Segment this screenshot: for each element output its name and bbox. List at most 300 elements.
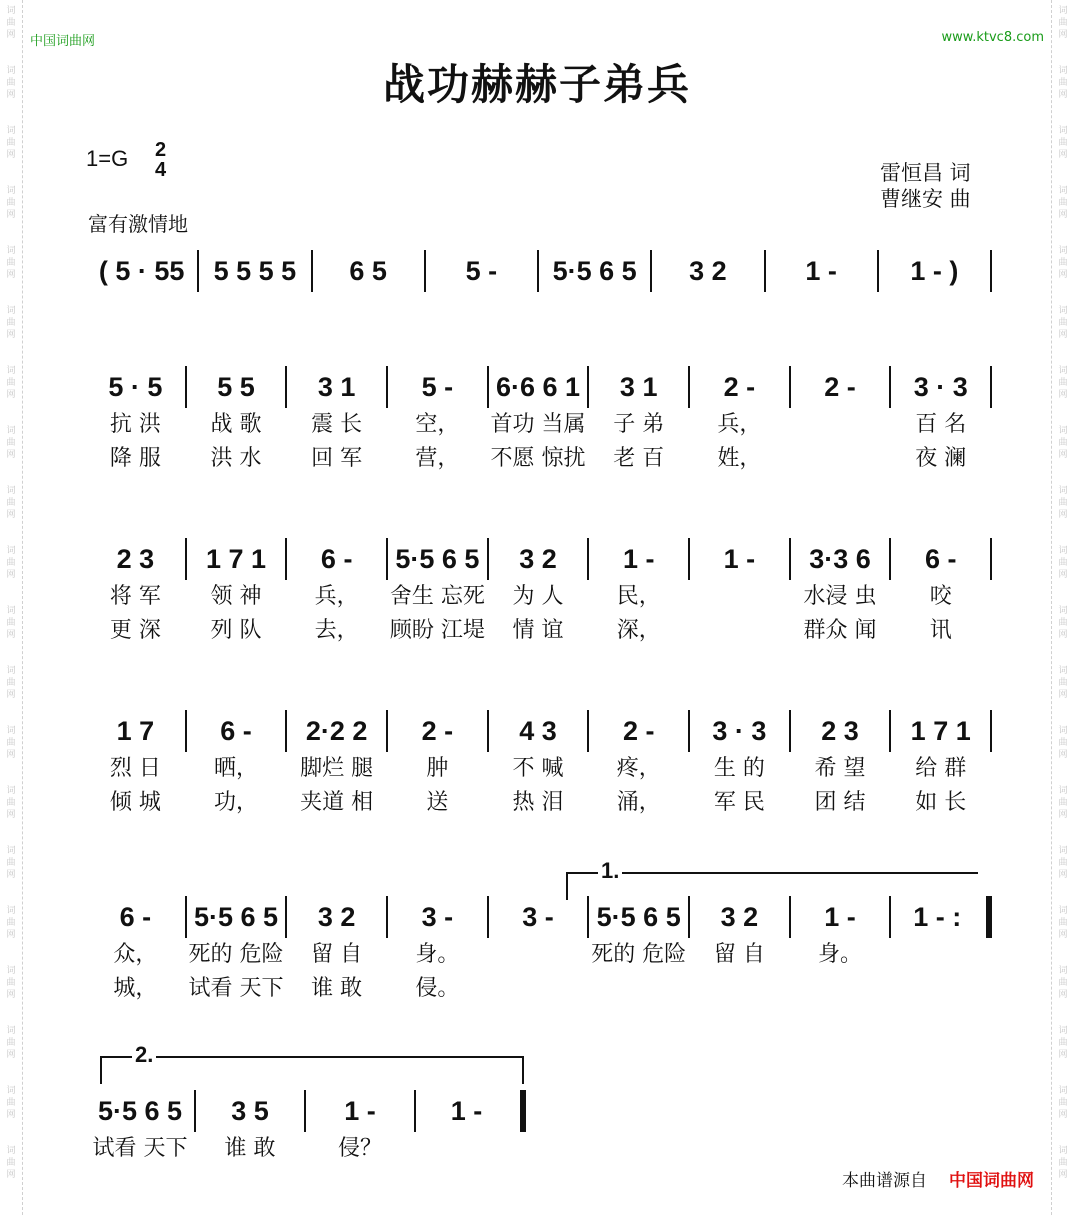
measure <box>891 538 992 648</box>
measure-notes: 3 1 <box>317 372 356 402</box>
watermark-glyph: 网 <box>1058 750 1068 760</box>
measure <box>86 250 199 292</box>
measure <box>388 366 489 476</box>
measure-notes: 1 - <box>723 544 756 574</box>
watermark-glyph: 网 <box>1058 450 1068 460</box>
watermark-glyph: 词 <box>1058 66 1068 76</box>
measure <box>539 250 652 292</box>
watermark-glyph: 网 <box>1058 1050 1068 1060</box>
lyric-verse-2: 情 谊 <box>512 618 564 643</box>
measure <box>766 250 879 292</box>
watermark-glyph: 曲 <box>1058 258 1068 268</box>
score-system <box>86 538 992 648</box>
measure-notes: 6 - <box>220 716 252 746</box>
measure <box>489 896 590 1006</box>
measure <box>589 366 690 476</box>
watermark-glyph: 曲 <box>6 318 16 328</box>
watermark-glyph: 曲 <box>1058 1158 1068 1168</box>
measure <box>489 366 590 476</box>
watermark-glyph: 词 <box>1058 486 1068 496</box>
watermark-glyph: 网 <box>6 450 16 460</box>
measure <box>313 250 426 292</box>
lyric-verse-1: 留 自 <box>311 942 363 967</box>
watermark-glyph: 网 <box>6 510 16 520</box>
measure-notes: 2 - <box>824 372 856 402</box>
lyric-verse-2: 洪 水 <box>210 446 262 471</box>
lyric-verse-1: 谁 敢 <box>224 1136 276 1161</box>
meter-top: 2 <box>155 139 167 161</box>
measure <box>86 710 187 820</box>
watermark-glyph: 网 <box>6 990 16 1000</box>
lyric-verse-2: 降 服 <box>109 446 161 471</box>
watermark-glyph: 词 <box>6 246 16 256</box>
lyric-verse-2: 军 民 <box>713 790 765 815</box>
measure <box>891 710 992 820</box>
measure <box>690 538 791 648</box>
lyric-verse-2: 夜 澜 <box>915 446 967 471</box>
measure <box>196 1090 306 1166</box>
watermark-glyph: 网 <box>1058 330 1068 340</box>
watermark-glyph: 网 <box>1058 150 1068 160</box>
lyric-verse-1: 死的 危险 <box>591 942 687 967</box>
lyric-verse-2 <box>891 972 983 1006</box>
lyric-verse-1: 不 喊 <box>512 756 564 781</box>
watermark-glyph: 曲 <box>6 1098 16 1108</box>
measure <box>86 1090 196 1166</box>
watermark-glyph: 曲 <box>1058 858 1068 868</box>
watermark-glyph: 词 <box>1058 546 1068 556</box>
watermark-glyph: 曲 <box>1058 78 1068 88</box>
measure <box>86 538 187 648</box>
measure-notes: 5 · 5 <box>108 372 163 402</box>
watermark-glyph: 曲 <box>6 498 16 508</box>
measure-notes: 1 - <box>622 544 655 574</box>
watermark-glyph: 词 <box>6 546 16 556</box>
barline <box>990 710 992 752</box>
score-system <box>86 250 992 292</box>
footer-source <box>842 1166 1034 1191</box>
watermark-glyph: 曲 <box>6 1038 16 1048</box>
lyric-verse-1: 留 自 <box>713 942 765 967</box>
watermark-glyph: 词 <box>6 1146 16 1156</box>
watermark-glyph: 曲 <box>1058 918 1068 928</box>
measure-notes: 5 - <box>421 372 454 402</box>
measure <box>791 710 892 820</box>
measure-notes: 3 2 <box>720 902 759 932</box>
lyric-verse-2 <box>489 972 588 1006</box>
composer: 曹继安 曲 <box>880 187 971 211</box>
lyric-verse-1: 民， <box>616 584 661 609</box>
watermark-glyph: 网 <box>6 750 16 760</box>
watermark-glyph: 网 <box>6 210 16 220</box>
watermark-glyph: 词 <box>1058 6 1068 16</box>
time-signature <box>155 140 166 180</box>
measure-notes: 1 7 1 <box>205 544 267 574</box>
lyric-verse-2: 热 泪 <box>512 790 564 815</box>
lyric-verse-1: 身。 <box>415 942 460 967</box>
lyric-verse-1 <box>416 1132 517 1166</box>
measure-notes: 3 · 3 <box>712 716 767 746</box>
watermark-glyph: 词 <box>6 486 16 496</box>
lyric-verse-1: 试看 天下 <box>92 1136 188 1161</box>
barline <box>520 1090 526 1132</box>
watermark-glyph: 词 <box>1058 666 1068 676</box>
watermark-glyph: 词 <box>1058 366 1068 376</box>
watermark-glyph: 网 <box>6 270 16 280</box>
lyric-verse-1: 领 神 <box>210 584 262 609</box>
lyric-verse-2 <box>589 972 688 1006</box>
measure <box>86 366 187 476</box>
measure <box>388 710 489 820</box>
measure-notes: 2 - <box>723 372 756 402</box>
lyric-verse-2: 侵。 <box>415 976 460 1001</box>
meter-bottom: 4 <box>155 159 167 181</box>
watermark-glyph: 词 <box>1058 186 1068 196</box>
measure <box>891 366 992 476</box>
lyric-verse-2: 去， <box>314 618 359 643</box>
lyric-verse-2: 不愿 惊扰 <box>490 446 586 471</box>
measure-notes: 1 - : <box>913 902 962 932</box>
measure-notes: 5·5 6 5 <box>395 544 480 574</box>
watermark-glyph: 词 <box>1058 966 1068 976</box>
measure <box>891 896 992 1006</box>
measure-notes: 5·5 6 5 <box>596 902 681 932</box>
footer-site-link[interactable]: 中国词曲网 <box>949 1171 1034 1191</box>
watermark-glyph: 网 <box>6 570 16 580</box>
watermark-glyph: 网 <box>6 330 16 340</box>
watermark-glyph: 词 <box>1058 906 1068 916</box>
measure-notes: 2 3 <box>116 544 155 574</box>
watermark-glyph: 词 <box>6 1026 16 1036</box>
lyric-verse-1 <box>891 938 983 972</box>
watermark-glyph: 网 <box>6 810 16 820</box>
measure-notes: 6 - <box>924 544 957 574</box>
measure <box>287 366 388 476</box>
key-signature: 1=G <box>86 146 129 171</box>
watermark-glyph: 词 <box>6 666 16 676</box>
measure <box>791 896 892 1006</box>
lyric-verse-2: 群众 闻 <box>803 618 877 643</box>
watermark-glyph: 网 <box>6 1110 16 1120</box>
measure <box>879 250 992 292</box>
watermark-glyph: 网 <box>1058 570 1068 580</box>
watermark-glyph: 网 <box>1058 870 1068 880</box>
lyric-verse-1: 兵， <box>314 584 359 609</box>
lyric-verse-1: 肿 <box>426 756 449 781</box>
watermark-glyph: 词 <box>6 726 16 736</box>
measure-notes: 5·5 6 5 <box>552 256 637 286</box>
measure <box>791 538 892 648</box>
watermark-glyph: 网 <box>6 1170 16 1180</box>
watermark-glyph: 词 <box>1058 1146 1068 1156</box>
lyric-verse-2: 顾盼 江堤 <box>389 618 485 643</box>
lyric-verse-1: 咬 <box>929 584 952 609</box>
lyric-verse-1: 疼， <box>616 756 661 781</box>
watermark-glyph: 网 <box>1058 510 1068 520</box>
measure <box>690 710 791 820</box>
watermark-glyph: 词 <box>6 606 16 616</box>
measure-notes: 3 - <box>421 902 454 932</box>
lyric-verse-2: 试看 天下 <box>188 976 284 1001</box>
measure-notes: 4 3 <box>519 716 557 746</box>
watermark-glyph: 词 <box>6 126 16 136</box>
watermark-glyph: 词 <box>6 6 16 16</box>
measure <box>287 710 388 820</box>
lyric-verse-2: 老 百 <box>613 446 665 471</box>
measure-notes: 3 · 3 <box>913 372 968 402</box>
lyric-verse-1: 为 人 <box>512 584 564 609</box>
watermark-glyph: 曲 <box>6 798 16 808</box>
measure-notes: 6·6 6 1 <box>495 372 581 402</box>
watermark-glyph: 曲 <box>6 258 16 268</box>
watermark-glyph: 网 <box>1058 810 1068 820</box>
watermark-glyph: 曲 <box>1058 618 1068 628</box>
watermark-glyph: 曲 <box>1058 1038 1068 1048</box>
watermark-glyph: 网 <box>6 690 16 700</box>
watermark-glyph: 网 <box>1058 270 1068 280</box>
measure <box>690 896 791 1006</box>
measure-notes: 1 - ) <box>910 256 959 286</box>
watermark-glyph: 词 <box>6 846 16 856</box>
measure <box>287 896 388 1006</box>
measure <box>187 710 288 820</box>
measure <box>187 896 288 1006</box>
watermark-glyph: 曲 <box>1058 498 1068 508</box>
watermark-glyph: 网 <box>6 630 16 640</box>
footer-text: 本曲谱源自 <box>842 1171 927 1191</box>
watermark-glyph: 曲 <box>6 138 16 148</box>
second-ending-bracket <box>100 1042 524 1084</box>
lyric-verse-2 <box>690 614 789 648</box>
lyric-verse-2 <box>791 442 890 476</box>
measure <box>690 366 791 476</box>
watermark-glyph: 网 <box>6 30 16 40</box>
watermark-glyph: 词 <box>1058 1026 1068 1036</box>
watermark-glyph: 词 <box>6 306 16 316</box>
watermark-glyph: 网 <box>1058 630 1068 640</box>
watermark-glyph: 曲 <box>6 558 16 568</box>
watermark-glyph: 词 <box>1058 786 1068 796</box>
lyric-verse-1: 空， <box>415 412 460 437</box>
lyric-verse-1: 战 歌 <box>210 412 262 437</box>
lyric-verse-1 <box>690 580 789 614</box>
score-system <box>86 710 992 820</box>
lyric-verse-1: 抗 洪 <box>109 412 161 437</box>
measure <box>589 710 690 820</box>
watermark-glyph: 网 <box>6 930 16 940</box>
measure-notes: 3 2 <box>519 544 557 574</box>
lyricist: 雷恒昌 词 <box>880 161 971 185</box>
watermark-glyph: 词 <box>1058 126 1068 136</box>
measure <box>589 896 690 1006</box>
watermark-glyph: 词 <box>6 1086 16 1096</box>
measure <box>388 538 489 648</box>
measure-notes: 2 - <box>622 716 655 746</box>
lyric-verse-1: 百 名 <box>915 412 967 437</box>
barline <box>990 366 992 408</box>
measure-notes: 6 - <box>119 902 152 932</box>
lyric-verse-2: 功， <box>214 790 259 815</box>
watermark-glyph: 网 <box>1058 930 1068 940</box>
lyric-verse-1: 生 的 <box>713 756 765 781</box>
barline <box>986 896 992 938</box>
lyric-verse-1 <box>489 938 588 972</box>
watermark-glyph: 词 <box>1058 246 1068 256</box>
watermark-glyph: 曲 <box>6 618 16 628</box>
measure-notes: 6 - <box>320 544 353 574</box>
lyric-verse-2: 回 军 <box>311 446 363 471</box>
measure <box>388 896 489 1006</box>
watermark-glyph: 网 <box>1058 990 1068 1000</box>
watermark-glyph: 曲 <box>6 438 16 448</box>
song-title: 战功赫赫子弟兵 <box>382 60 691 109</box>
watermark-glyph: 词 <box>1058 1086 1068 1096</box>
watermark-glyph: 曲 <box>6 18 16 28</box>
measure-notes: 2 3 <box>821 716 859 746</box>
watermark-glyph: 曲 <box>1058 138 1068 148</box>
lyric-verse-1: 希 望 <box>814 756 866 781</box>
lyric-verse-2 <box>690 972 789 1006</box>
watermark-glyph: 曲 <box>6 738 16 748</box>
credits <box>880 160 971 212</box>
watermark-glyph: 曲 <box>6 978 16 988</box>
measure-notes: 1 - <box>344 1096 376 1126</box>
measure-notes: 5·5 6 5 <box>97 1096 183 1126</box>
watermark-glyph: 词 <box>6 186 16 196</box>
measure-notes: 1 7 1 <box>910 716 971 746</box>
score-system <box>86 1090 526 1166</box>
measure-notes: 5 5 <box>217 372 255 402</box>
measure <box>287 538 388 648</box>
watermark-glyph: 网 <box>6 1050 16 1060</box>
measure-notes: 6 5 <box>349 256 387 286</box>
lyric-verse-2: 列 队 <box>210 618 262 643</box>
watermark-glyph: 词 <box>1058 846 1068 856</box>
tempo-marking: 富有激情地 <box>88 212 188 236</box>
watermark-glyph: 曲 <box>1058 18 1068 28</box>
lyric-verse-2: 营， <box>415 446 460 471</box>
measure <box>652 250 765 292</box>
watermark-glyph: 曲 <box>1058 558 1068 568</box>
watermark-glyph: 网 <box>1058 30 1068 40</box>
watermark-glyph: 曲 <box>6 198 16 208</box>
lyric-verse-2: 涌， <box>616 790 661 815</box>
score-system <box>86 366 992 476</box>
lyric-verse-1: 侵？ <box>337 1136 382 1161</box>
lyric-verse-1: 子 弟 <box>613 412 665 437</box>
lyric-verse-1: 众， <box>113 942 158 967</box>
measure-notes: 5 - <box>465 256 498 286</box>
lyric-verse-2: 送 <box>426 790 449 815</box>
measure-notes: 3 1 <box>619 372 658 402</box>
lyric-verse-2: 讯 <box>929 618 952 643</box>
lyric-verse-1: 晒， <box>214 756 259 781</box>
watermark-glyph: 网 <box>1058 1110 1068 1120</box>
watermark-glyph: 网 <box>1058 90 1068 100</box>
lyric-verse-1: 舍生 忘死 <box>389 584 485 609</box>
lyric-verse-1: 身。 <box>818 942 863 967</box>
watermark-glyph: 曲 <box>6 858 16 868</box>
measure-notes: 3·3 6 <box>809 544 871 574</box>
measure <box>199 250 312 292</box>
lyric-verse-1: 烈 日 <box>109 756 161 781</box>
watermark-glyph: 网 <box>6 90 16 100</box>
lyric-verse-2: 姓， <box>717 446 762 471</box>
watermark-glyph: 网 <box>1058 690 1068 700</box>
lyric-verse-2: 团 结 <box>814 790 866 815</box>
measure-notes: 1 - <box>805 256 837 286</box>
watermark-glyph: 词 <box>6 966 16 976</box>
header-right-url[interactable]: www.ktvc8.com <box>941 30 1044 45</box>
lyric-verse-2: 谁 敢 <box>311 976 363 1001</box>
watermark-glyph: 词 <box>1058 726 1068 736</box>
measure <box>306 1090 416 1166</box>
watermark-glyph: 网 <box>6 150 16 160</box>
barline <box>990 250 992 292</box>
measure <box>589 538 690 648</box>
measure-notes: 1 7 <box>116 716 155 746</box>
lyric-verse-1: 将 军 <box>109 584 161 609</box>
lyric-verse-1: 脚烂 腿 <box>300 756 374 781</box>
watermark-glyph: 曲 <box>1058 378 1068 388</box>
lyric-verse-1: 死的 危险 <box>188 942 284 967</box>
watermark-glyph: 曲 <box>1058 978 1068 988</box>
watermark-glyph: 曲 <box>1058 318 1068 328</box>
second-ending-label: 2. <box>132 1042 156 1068</box>
barline <box>990 538 992 580</box>
measure-notes: 3 2 <box>317 902 356 932</box>
watermark-glyph: 曲 <box>1058 798 1068 808</box>
lyric-verse-1 <box>791 408 890 442</box>
lyric-verse-1: 震 长 <box>311 412 363 437</box>
watermark-glyph: 网 <box>6 870 16 880</box>
lyric-verse-2: 更 深 <box>109 618 161 643</box>
measure <box>489 538 590 648</box>
watermark-glyph: 曲 <box>1058 1098 1068 1108</box>
measure-notes: 2 - <box>421 716 454 746</box>
watermark-glyph: 词 <box>6 66 16 76</box>
watermark-glyph: 曲 <box>6 678 16 688</box>
watermark-glyph: 词 <box>6 786 16 796</box>
watermark-glyph: 曲 <box>6 378 16 388</box>
header-left-site[interactable]: 中国词曲网 <box>30 34 96 49</box>
lyric-verse-2: 夹道 相 <box>300 790 374 815</box>
measure <box>187 366 288 476</box>
lyric-verse-2: 深， <box>616 618 661 643</box>
measure-notes: 1 - <box>450 1096 483 1126</box>
lyric-verse-2: 倾 城 <box>109 790 161 815</box>
watermark-glyph: 词 <box>1058 306 1068 316</box>
lyric-verse-1: 首功 当属 <box>490 412 586 437</box>
first-ending-bracket <box>566 858 978 900</box>
lyric-verse-2 <box>791 972 890 1006</box>
watermark-glyph: 词 <box>6 426 16 436</box>
watermark-glyph: 词 <box>1058 606 1068 616</box>
watermark-glyph: 词 <box>6 366 16 376</box>
watermark-glyph: 网 <box>1058 210 1068 220</box>
watermark-glyph: 网 <box>1058 1170 1068 1180</box>
measure-notes: 2·2 2 <box>305 716 368 746</box>
measure-notes: 3 2 <box>689 256 727 286</box>
measure-notes: 5 5 5 5 <box>213 256 297 286</box>
watermark-glyph: 词 <box>6 906 16 916</box>
lyric-verse-1: 给 群 <box>915 756 967 781</box>
measure <box>426 250 539 292</box>
watermark-glyph: 曲 <box>6 918 16 928</box>
watermark-glyph: 网 <box>1058 390 1068 400</box>
measure-notes: 3 5 <box>231 1096 269 1126</box>
lyric-verse-2: 如 长 <box>915 790 967 815</box>
